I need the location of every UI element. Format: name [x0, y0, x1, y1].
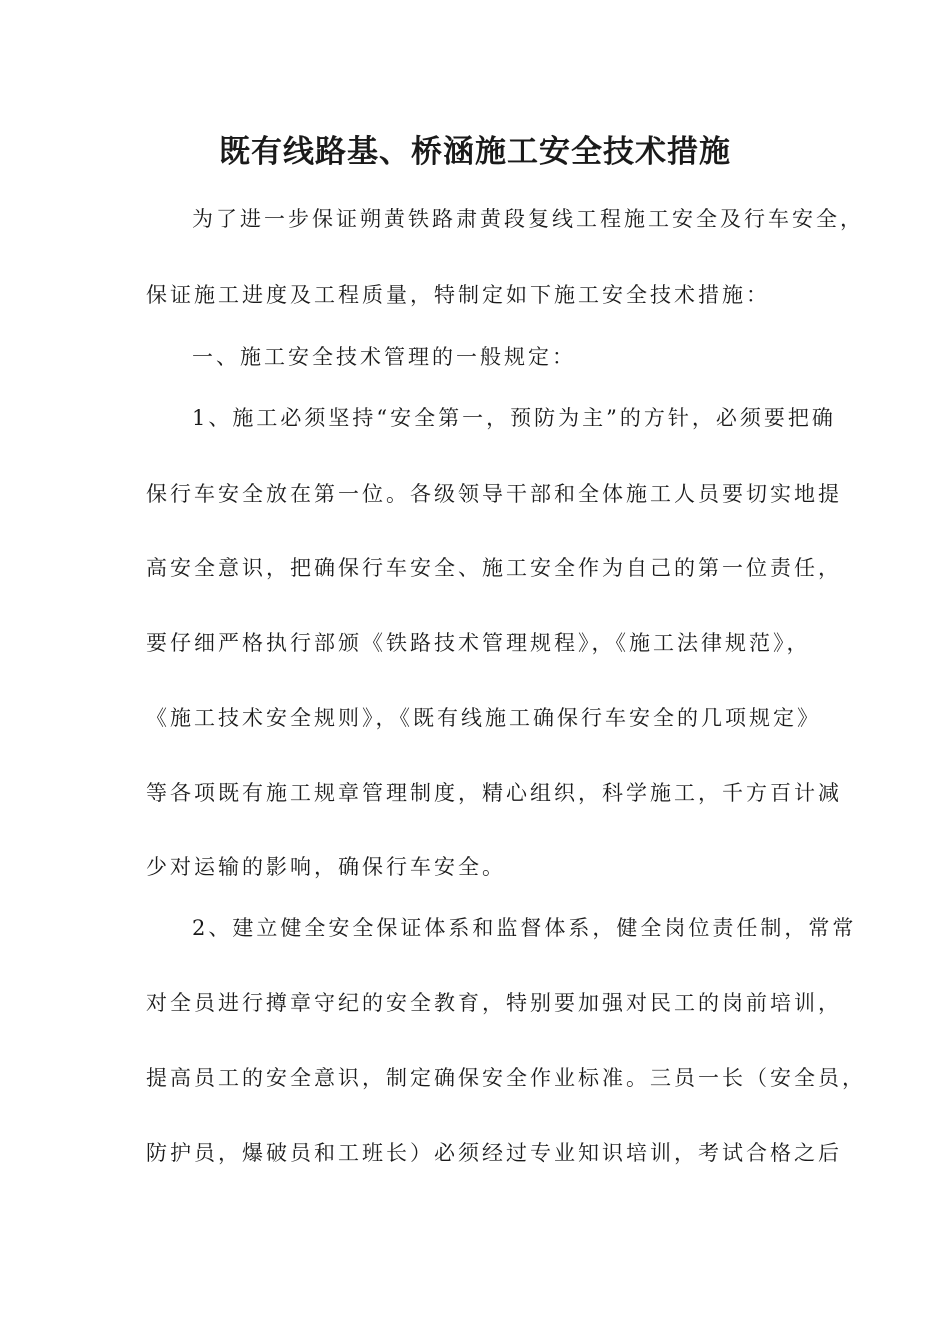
- paragraph-line: 为了进一步保证朔黄铁路肃黄段复线工程施工安全及行车安全，: [192, 207, 864, 231]
- paragraph-line: 保证施工进度及工程质量，特制定如下施工安全技术措施：: [146, 283, 770, 307]
- paragraph-line: 1、施工必须坚持“安全第一，预防为主”的方针，必须要把确: [192, 406, 836, 430]
- paragraph-line: 2、建立健全安全保证体系和监督体系，健全岗位责任制，常常: [192, 916, 857, 940]
- paragraph-line: 防护员，爆破员和工班长）必须经过专业知识培训，考试合格之后: [146, 1141, 842, 1165]
- document-title: 既有线路基、桥涵施工安全技术措施: [219, 134, 731, 170]
- paragraph-line: 少对运输的影响，确保行车安全。: [146, 855, 506, 879]
- paragraph-line: 对全员进行撙章守纪的安全教育，特别要加强对民工的岗前培训，: [146, 991, 842, 1015]
- paragraph-line: 提高员工的安全意识，制定确保安全作业标准。三员一长（安全员，: [146, 1066, 866, 1090]
- paragraph-line: 要仔细严格执行部颁《铁路技术管理规程》，《施工法律规范》，: [146, 631, 811, 655]
- paragraph-line: 高安全意识，把确保行车安全、施工安全作为自己的第一位责任，: [146, 556, 842, 580]
- paragraph-line: 《施工技术安全规则》，《既有线施工确保行车安全的几项规定》: [146, 706, 821, 730]
- section-heading: 一、施工安全技术管理的一般规定：: [192, 345, 576, 369]
- paragraph-line: 等各项既有施工规章管理制度，精心组织，科学施工，千方百计减: [146, 781, 842, 805]
- paragraph-line: 保行车安全放在第一位。各级领导干部和全体施工人员要切实地提: [146, 482, 842, 506]
